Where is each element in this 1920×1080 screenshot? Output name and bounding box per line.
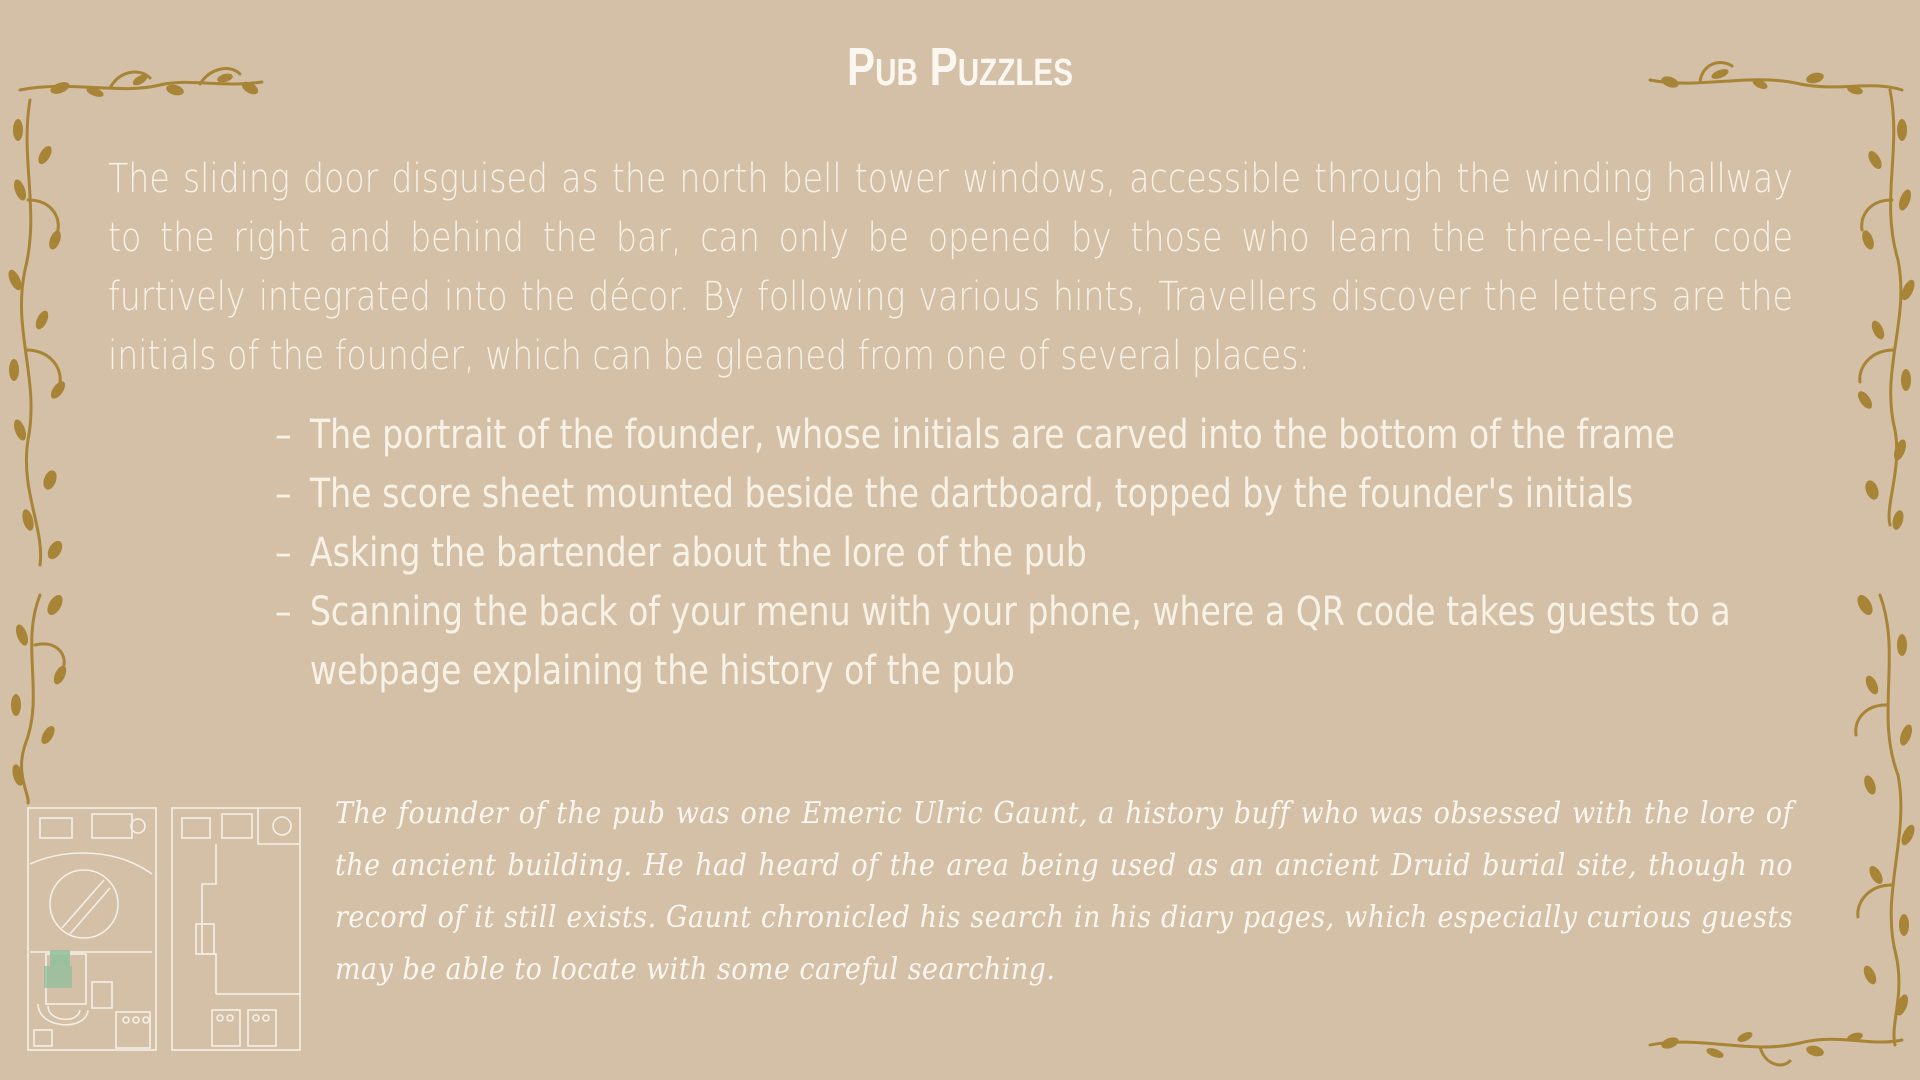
intro-paragraph (108, 150, 1792, 386)
list-item (275, 465, 1771, 524)
bullet-marker: – (275, 471, 292, 517)
lore-paragraph (335, 788, 1795, 996)
list-item (275, 583, 1771, 701)
bullet-marker: – (275, 530, 292, 576)
hint-text: Asking the bartender about the lore of the pub (309, 530, 1087, 576)
floor-plan-icon (26, 804, 306, 1054)
hint-text: The portrait of the founder, whose initials are carved into the bottom of the frame (309, 412, 1675, 458)
list-item (275, 406, 1771, 465)
bullet-marker: – (275, 589, 292, 635)
bullet-marker: – (275, 412, 292, 458)
lore-text: The founder of the pub was one Emeric Ulric Gaunt, a history buff who was obsessed with the lore of the ancient building. He had heard of the area being used as an ancient Druid burial site, though no record of it still exists. Gaunt chronicled his search in his diary pages, which especially curious guests may be able to locate with some careful searching. (335, 796, 1793, 987)
hint-text: Scanning the back of your menu with your phone, where a QR code takes guests to a webpage explaining the history of the pub (309, 589, 1731, 694)
intro-text: The sliding door disguised as the north bell tower windows, accessible through the winding hallway to the right and behind the bar, can only be opened by those who learn the three-letter code furtively integrated into the décor. By following various hints, Travellers discover the letters are the initials of the founder, which can be gleaned from one of several places: (108, 156, 1793, 379)
list-item (275, 524, 1771, 583)
vine-bottom-left-icon (0, 585, 90, 805)
hint-list (275, 406, 1775, 701)
hint-text: The score sheet mounted beside the dartboard, topped by the founder's initials (309, 471, 1634, 517)
page-title: Pub Puzzles (847, 37, 1073, 97)
